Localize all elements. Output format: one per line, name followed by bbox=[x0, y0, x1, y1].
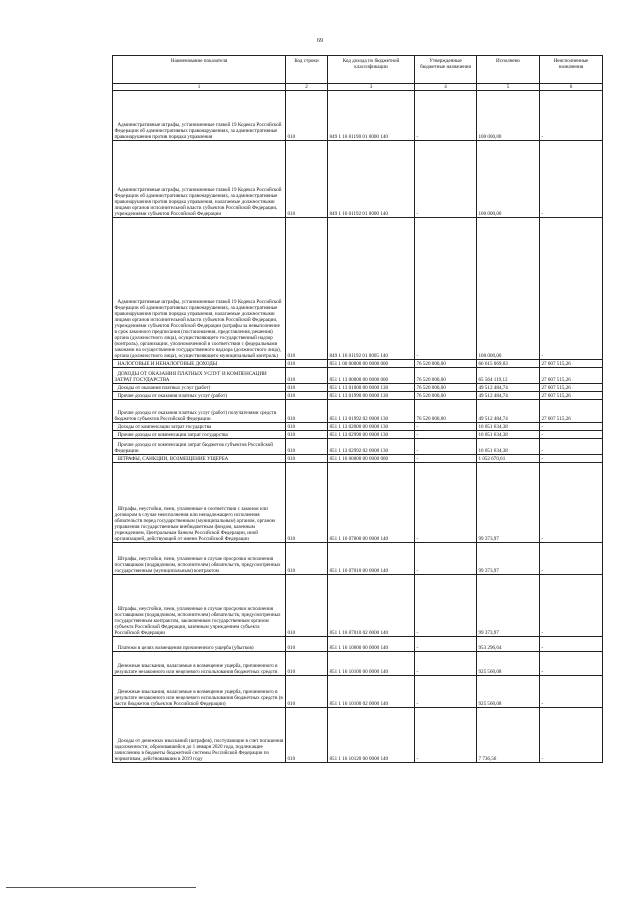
table-row bbox=[113, 455, 603, 463]
column-number: 3 bbox=[328, 83, 415, 91]
table-row bbox=[113, 431, 603, 439]
header-unexecuted: Неисполненные назначения bbox=[540, 56, 603, 84]
cell-line: 010 bbox=[286, 543, 328, 575]
cell-executed: 16 051 634,38 bbox=[477, 431, 540, 439]
cell-approved: 76 520 000,00 bbox=[415, 360, 477, 368]
cell-unexecuted: - bbox=[540, 439, 603, 455]
cell-approved: - bbox=[415, 91, 477, 141]
column-number: 2 bbox=[286, 83, 328, 91]
cell-line: 010 bbox=[286, 431, 328, 439]
cell-name: Штрафы, неустойки, пени, уплаченные в случае просрочки исполнения поставщиком (подрядчиком, исполнителем) обязательств, предусмотренных государственным контрактом, заключенным государственным органом субъекта Российской Федерации, казенным учреждением субъекта Российской Федерации bbox=[113, 575, 286, 637]
cell-line: 010 bbox=[286, 439, 328, 455]
cell-name: Платежи в целях возмещения причиненного ущерба (убытков) bbox=[113, 637, 286, 652]
column-number-row bbox=[113, 83, 603, 91]
cell-name: Денежные взыскания, налагаемые в возмещение ущерба, причиненного в результате незаконного или нецелевого использования бюджетных средств (в части бюджетов субъектов Российской Федерации) bbox=[113, 676, 286, 708]
cell-line: 010 bbox=[286, 384, 328, 392]
table-row bbox=[113, 423, 603, 431]
cell-code: 851 1 16 10100 02 0000 140 bbox=[328, 676, 415, 708]
cell-line: 010 bbox=[286, 676, 328, 708]
cell-executed: 953 296,64 bbox=[477, 637, 540, 652]
cell-approved: 76 520 000,00 bbox=[415, 400, 477, 423]
cell-unexecuted: - bbox=[540, 652, 603, 676]
cell-line: 010 bbox=[286, 708, 328, 763]
cell-unexecuted: 27 007 515,26 bbox=[540, 400, 603, 423]
cell-line: 010 bbox=[286, 463, 328, 543]
cell-approved: - bbox=[415, 423, 477, 431]
header-revenue-code: Код дохода по бюджетной классификации bbox=[328, 56, 415, 84]
cell-name: Штрафы, неустойки, пени, уплаченные в случае просрочки исполнения поставщиком (подрядчиком, исполнителем) обязательств, предусмотренных государственным (муниципальным) контрактом bbox=[113, 543, 286, 575]
cell-code: 851 1 16 10100 00 0000 140 bbox=[328, 652, 415, 676]
cell-code: 851 1 13 01000 00 0000 130 bbox=[328, 384, 415, 392]
cell-code: 849 1 16 01192 01 0005 140 bbox=[328, 218, 415, 360]
cell-unexecuted: - bbox=[540, 637, 603, 652]
table-row bbox=[113, 218, 603, 360]
cell-approved: 76 520 000,00 bbox=[415, 368, 477, 384]
cell-approved: - bbox=[415, 708, 477, 763]
header-executed: Исполнено bbox=[477, 56, 540, 84]
footer-divider bbox=[6, 887, 196, 888]
cell-unexecuted: - bbox=[540, 218, 603, 360]
cell-unexecuted: 27 007 515,26 bbox=[540, 392, 603, 400]
cell-name: Доходы от оказания платных услуг (работ) bbox=[113, 384, 286, 392]
cell-executed: 16 051 634,38 bbox=[477, 423, 540, 431]
cell-line: 010 bbox=[286, 360, 328, 368]
cell-approved: - bbox=[415, 676, 477, 708]
cell-line: 010 bbox=[286, 400, 328, 423]
cell-code: 851 1 13 02000 00 0000 130 bbox=[328, 423, 415, 431]
cell-executed: 100 000,00 bbox=[477, 218, 540, 360]
cell-approved: 76 520 000,00 bbox=[415, 384, 477, 392]
cell-line: 010 bbox=[286, 141, 328, 218]
table-row bbox=[113, 392, 603, 400]
cell-code: 851 1 13 02990 00 0000 130 bbox=[328, 431, 415, 439]
table-row bbox=[113, 543, 603, 575]
cell-approved: - bbox=[415, 141, 477, 218]
header-name: Наименование показателя bbox=[113, 56, 286, 84]
cell-unexecuted: - bbox=[540, 463, 603, 543]
cell-executed: 7 736,56 bbox=[477, 708, 540, 763]
table-row bbox=[113, 400, 603, 423]
cell-code: 851 1 16 07010 02 0000 140 bbox=[328, 575, 415, 637]
cell-unexecuted: - bbox=[540, 543, 603, 575]
cell-name: Денежные взыскания, налагаемые в возмещение ущерба, причиненного в результате незаконного или нецелевого использования бюджетных средств bbox=[113, 652, 286, 676]
cell-approved: - bbox=[415, 652, 477, 676]
cell-unexecuted: - bbox=[540, 575, 603, 637]
cell-unexecuted: - bbox=[540, 676, 603, 708]
cell-name: Административные штрафы, установленные главой 19 Кодекса Российской Федерации об административных правонарушениях, за административные правонарушения против порядка управления, налагаемые должностными лицами органов исполнительной власти субъектов Российской Федерации, учреждениями субъектов Российской Федерации bbox=[113, 141, 286, 218]
cell-executed: 99 373,97 bbox=[477, 463, 540, 543]
cell-code: 851 1 13 01992 02 0000 130 bbox=[328, 400, 415, 423]
cell-code: 851 1 13 02992 02 0000 130 bbox=[328, 439, 415, 455]
cell-name: ШТРАФЫ, САНКЦИИ, ВОЗМЕЩЕНИЕ УЩЕРБА bbox=[113, 455, 286, 463]
table-row bbox=[113, 368, 603, 384]
cell-line: 010 bbox=[286, 368, 328, 384]
cell-name: Доходы от компенсации затрат государства bbox=[113, 423, 286, 431]
table-row bbox=[113, 676, 603, 708]
table-row bbox=[113, 575, 603, 637]
cell-approved: - bbox=[415, 218, 477, 360]
table-row bbox=[113, 652, 603, 676]
cell-executed: 49 512 484,74 bbox=[477, 392, 540, 400]
header-approved: Утвержденные бюджетные назначения bbox=[415, 56, 477, 84]
column-number: 5 bbox=[477, 83, 540, 91]
cell-code: 849 1 16 01190 01 0000 140 bbox=[328, 91, 415, 141]
cell-code: 851 1 13 01990 00 0000 130 bbox=[328, 392, 415, 400]
cell-executed: 100 000,00 bbox=[477, 91, 540, 141]
cell-name: Штрафы, неустойки, пени, уплаченные в соответствии с законом или договором в случае неисполнения или ненадлежащего исполнения обязательств перед государственным (муниципальным) органом, органом управления государственным внебюджетным фондом, казенным учреждением, Центральным банком Российской Федерации, иной организацией, действующей от имени Российской Федерации bbox=[113, 463, 286, 543]
cell-code: 849 1 16 01192 01 0000 140 bbox=[328, 141, 415, 218]
cell-name: Прочие доходы от оказания платных услуг (работ) получателями средств бюджетов субъектов Российской Федерации bbox=[113, 400, 286, 423]
cell-code: 851 1 16 10120 00 0000 140 bbox=[328, 708, 415, 763]
cell-name: Прочие доходы от оказания платных услуг (работ) bbox=[113, 392, 286, 400]
table-row bbox=[113, 91, 603, 141]
cell-unexecuted: - bbox=[540, 423, 603, 431]
table-row bbox=[113, 637, 603, 652]
cell-executed: 100 000,00 bbox=[477, 141, 540, 218]
cell-unexecuted: - bbox=[540, 91, 603, 141]
cell-approved: - bbox=[415, 439, 477, 455]
cell-unexecuted: - bbox=[540, 431, 603, 439]
cell-unexecuted: 27 007 515,26 bbox=[540, 360, 603, 368]
cell-code: 851 1 16 00000 00 0000 000 bbox=[328, 455, 415, 463]
cell-line: 010 bbox=[286, 637, 328, 652]
cell-unexecuted: - bbox=[540, 141, 603, 218]
cell-executed: 925 560,08 bbox=[477, 676, 540, 708]
cell-line: 010 bbox=[286, 423, 328, 431]
cell-approved: - bbox=[415, 431, 477, 439]
table-row bbox=[113, 439, 603, 455]
cell-executed: 99 373,97 bbox=[477, 543, 540, 575]
cell-unexecuted: - bbox=[540, 455, 603, 463]
table-row bbox=[113, 708, 603, 763]
cell-code: 851 1 16 07010 00 0000 140 bbox=[328, 543, 415, 575]
cell-executed: 49 512 484,74 bbox=[477, 384, 540, 392]
column-number: 4 bbox=[415, 83, 477, 91]
cell-approved: - bbox=[415, 575, 477, 637]
cell-name: Доходы от денежных взысканий (штрафов), поступающие в счет погашения задолженности, образовавшейся до 1 января 2020 года, подлежащие зачислению в бюджеты бюджетной системы Российской Федерации по нормативам, действовавшим в 2019 году bbox=[113, 708, 286, 763]
column-number: 6 bbox=[540, 83, 603, 91]
cell-unexecuted: 27 007 515,26 bbox=[540, 384, 603, 392]
cell-executed: 1 052 670,61 bbox=[477, 455, 540, 463]
cell-executed: 925 560,08 bbox=[477, 652, 540, 676]
table-row bbox=[113, 141, 603, 218]
cell-executed: 65 564 119,12 bbox=[477, 368, 540, 384]
column-number: 1 bbox=[113, 83, 286, 91]
cell-line: 010 bbox=[286, 575, 328, 637]
cell-line: 010 bbox=[286, 652, 328, 676]
revenue-table bbox=[112, 55, 603, 763]
cell-executed: 99 373,97 bbox=[477, 575, 540, 637]
cell-approved: - bbox=[415, 543, 477, 575]
cell-code: 851 1 00 00000 00 0000 000 bbox=[328, 360, 415, 368]
cell-approved: - bbox=[415, 463, 477, 543]
cell-approved: - bbox=[415, 455, 477, 463]
cell-name: Прочие доходы от компенсации затрат государства bbox=[113, 431, 286, 439]
cell-code: 851 1 13 00000 00 0000 000 bbox=[328, 368, 415, 384]
cell-executed: 16 051 634,38 bbox=[477, 439, 540, 455]
cell-executed: 49 512 484,74 bbox=[477, 400, 540, 423]
table-header-row bbox=[113, 56, 603, 84]
table-row bbox=[113, 384, 603, 392]
cell-name: Административные штрафы, установленные главой 19 Кодекса Российской Федерации об административных правонарушениях, за административные правонарушения против порядка управления, налагаемые должностными лицами органов исполнительной власти субъектов Российской Федерации, учреждениями субъектов Российской Федерации (штрафы за невыполнение в срок законного предписания (постановления, представления, решения) органа (должностного лица), осуществляющего государственный надзор (контроль), организации, уполномоченной в соответствии с федеральными законами на осуществление государственного надзора (должностного лица), органа (должностного лица), осуществляющего муниципальный контроль) bbox=[113, 218, 286, 360]
table-row bbox=[113, 463, 603, 543]
cell-approved: - bbox=[415, 637, 477, 652]
cell-line: 010 bbox=[286, 218, 328, 360]
cell-unexecuted: 27 007 515,26 bbox=[540, 368, 603, 384]
cell-name: Прочие доходы от компенсации затрат бюджетов субъектов Российской Федерации bbox=[113, 439, 286, 455]
cell-name: ДОХОДЫ ОТ ОКАЗАНИЯ ПЛАТНЫХ УСЛУГ И КОМПЕНСАЦИИ ЗАТРАТ ГОСУДАРСТВА bbox=[113, 368, 286, 384]
cell-code: 851 1 16 07000 00 0000 140 bbox=[328, 463, 415, 543]
cell-line: 010 bbox=[286, 455, 328, 463]
cell-code: 851 1 16 10000 00 0000 140 bbox=[328, 637, 415, 652]
cell-unexecuted: - bbox=[540, 708, 603, 763]
cell-line: 010 bbox=[286, 91, 328, 141]
table-row bbox=[113, 360, 603, 368]
cell-name: Административные штрафы, установленные главой 19 Кодекса Российской Федерации об административных правонарушениях, за административные правонарушения против порядка управления bbox=[113, 91, 286, 141]
cell-approved: 76 520 000,00 bbox=[415, 392, 477, 400]
cell-name: НАЛОГОВЫЕ И НЕНАЛОГОВЫЕ ДОХОДЫ bbox=[113, 360, 286, 368]
cell-line: 010 bbox=[286, 392, 328, 400]
header-line-code: Код строки bbox=[286, 56, 328, 84]
page-number: 69 bbox=[317, 38, 323, 44]
cell-executed: 66 615 069,03 bbox=[477, 360, 540, 368]
